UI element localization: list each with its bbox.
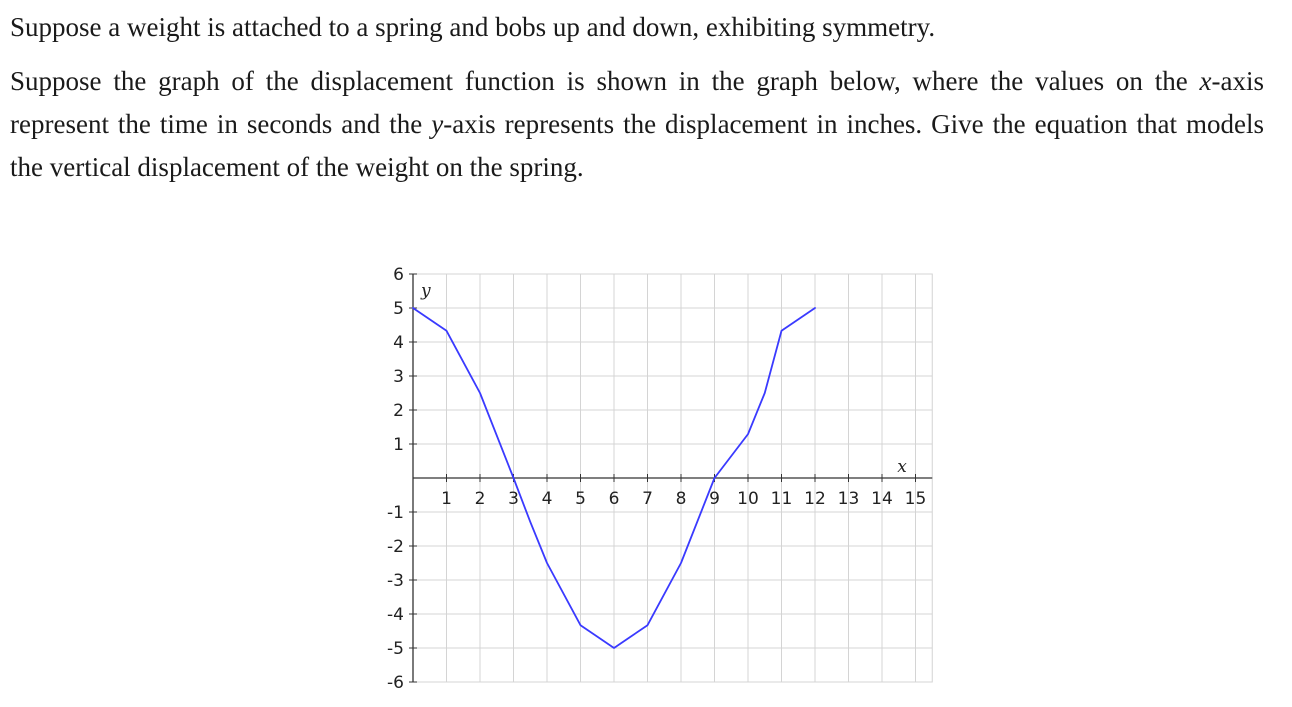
- y-tick-label: 3: [393, 367, 404, 387]
- x-tick-label: 14: [871, 489, 893, 509]
- x-tick-label: 11: [770, 489, 793, 509]
- x-variable: x: [1199, 66, 1212, 96]
- y-tick-label: -1: [387, 503, 404, 523]
- x-tick-label: 3: [508, 489, 519, 509]
- y-tick-label: -4: [387, 605, 404, 625]
- y-tick-label: 4: [393, 333, 404, 353]
- displacement-graph: [360, 262, 940, 702]
- y-variable: y: [431, 109, 444, 139]
- problem-body: [10, 60, 1264, 189]
- y-tick-label: -2: [387, 537, 404, 557]
- y-tick-label: -5: [387, 639, 404, 659]
- x-tick-label: 15: [904, 489, 927, 509]
- x-tick-label: 4: [541, 489, 553, 509]
- x-tick-label: 2: [474, 489, 486, 509]
- y-tick-label: 2: [393, 401, 404, 421]
- y-tick-label: 1: [393, 435, 404, 455]
- problem-body-part3: -axis represents the displacement in inches. Give the equation that models the vertical displacement of the weight on the spring.: [10, 109, 1264, 182]
- x-tick-label: 6: [608, 489, 620, 509]
- x-tick-label: 13: [837, 489, 860, 509]
- y-tick-label: -6: [387, 673, 404, 693]
- x-tick-label: 5: [575, 489, 586, 509]
- problem-body-part1: Suppose the graph of the displacement function is shown in the graph below, where the values on the: [10, 66, 1200, 96]
- x-tick-label: 7: [642, 489, 653, 509]
- problem-body-part2: -axis represent the time in seconds and the: [10, 66, 1264, 139]
- x-tick-label: 9: [709, 489, 720, 509]
- problem-intro: Suppose a weight is attached to a spring and bobs up and down, exhibiting symmetry.: [10, 12, 936, 42]
- x-tick-label: 1: [441, 489, 452, 509]
- displacement-graph-svg: [360, 262, 940, 702]
- y-tick-label: 6: [393, 265, 404, 285]
- y-tick-label: 5: [393, 299, 404, 319]
- x-tick-label: 10: [737, 489, 759, 509]
- y-tick-label: -3: [387, 571, 404, 591]
- x-tick-label: 12: [804, 489, 826, 509]
- x-tick-label: 8: [675, 489, 687, 509]
- x-axis-label: x: [897, 457, 907, 477]
- y-axis-label: y: [421, 281, 431, 301]
